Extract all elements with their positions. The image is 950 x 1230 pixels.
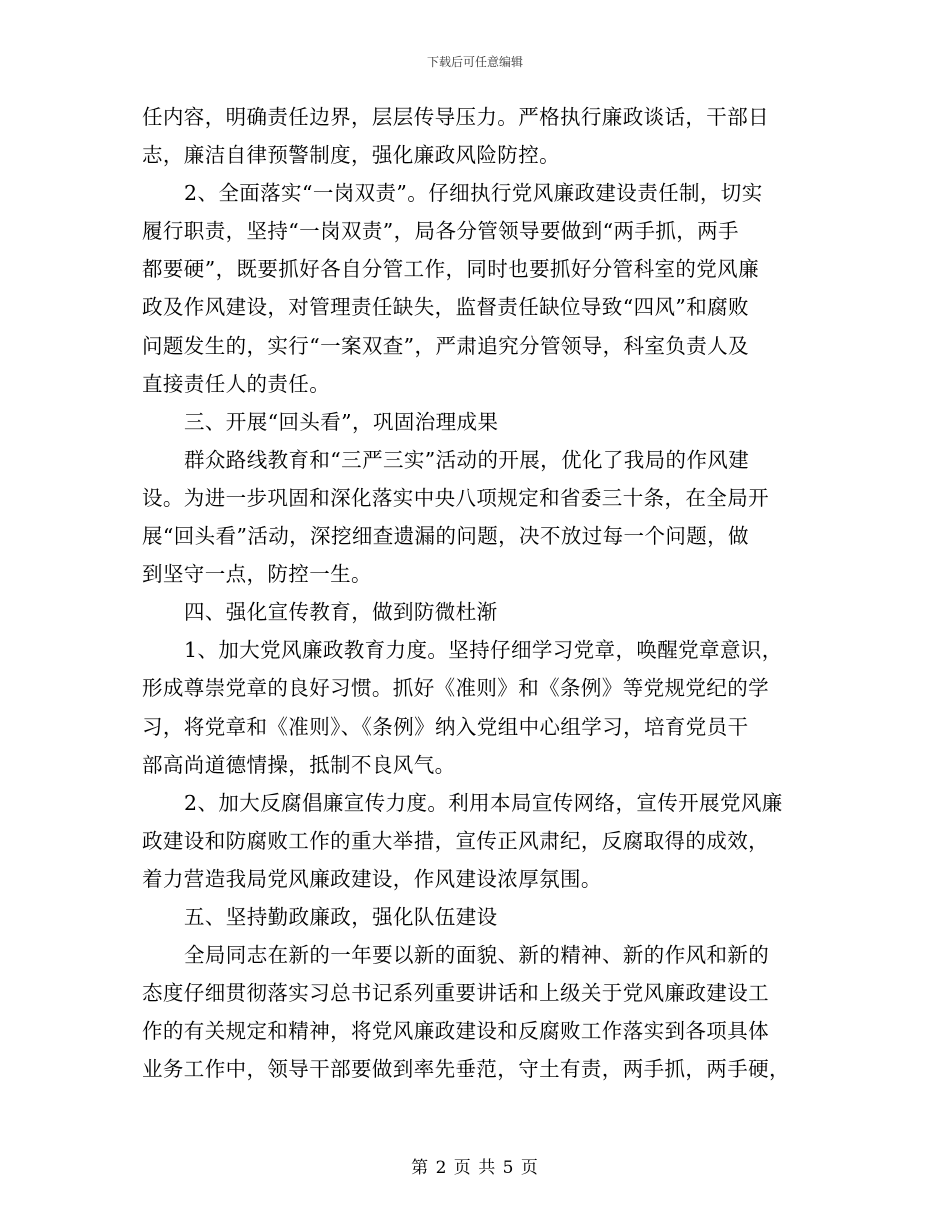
- text-line: 全局同志在新的一年要以新的面貌、新的精神、新的作风和新的: [184, 943, 770, 968]
- text-line: 部高尚道德情操，抵制不良风气。: [142, 752, 456, 777]
- section-heading: 四、强化宣传教育，做到防微杜渐: [184, 600, 498, 625]
- text-line: 展“回头看”活动，深挖细查遗漏的问题，决不放过每一个问题，做: [142, 524, 749, 549]
- text-line: 设。为进一步巩固和深化落实中央八项规定和省委三十条，在全局开: [142, 485, 769, 510]
- text-line: 着力营造我局党风廉政建设，作风建设浓厚氛围。: [142, 866, 602, 891]
- text-line: 1、加大党风廉政教育力度。坚持仔细学习党章，唤醒党章意识，: [184, 638, 783, 663]
- text-line: 政建设和防腐败工作的重大举措，宣传正风肃纪，反腐取得的成效，: [142, 828, 769, 853]
- text-line: 态度仔细贯彻落实习总书记系列重要讲话和上级关于党风廉政建设工: [142, 981, 769, 1006]
- text-line: 问题发生的，实行“一案双查”，严肃追究分管领导，科室负责人及: [142, 333, 749, 358]
- text-line: 履行职责，坚持“一岗双责”，局各分管领导要做到“两手抓，两手: [142, 219, 739, 244]
- page-header: 下载后可任意编辑: [426, 55, 523, 69]
- document-body: [142, 98, 812, 1088]
- text-line: 都要硬”，既要抓好各自分管工作，同时也要抓好分管科室的党风廉: [142, 257, 759, 282]
- text-line: 任内容，明确责任边界，层层传导压力。严格执行廉政谈话，干部日: [142, 105, 769, 129]
- text-line: 直接责任人的责任。: [142, 371, 331, 396]
- text-line: 2、加大反腐倡廉宣传力度。利用本局宣传网络，宣传开展党风廉: [184, 790, 783, 815]
- section-heading: 五、坚持勤政廉政，强化队伍建设: [184, 904, 498, 929]
- text-line: 习，将党章和《准则》、《条例》纳入党组中心组学习，培育党员干: [142, 714, 749, 739]
- section-heading: 三、开展“回头看”，巩固治理成果: [184, 409, 499, 434]
- text-line: 形成尊崇党章的良好习惯。抓好《准则》和《条例》等党规党纪的学: [142, 676, 769, 701]
- text-line: 志，廉洁自律预警制度，强化廉政风险防控。: [142, 143, 560, 168]
- text-line: 作的有关规定和精神，将党风廉政建设和反腐败工作落实到各项具体: [142, 1019, 769, 1044]
- page-number: 第 2 页 共 5 页: [411, 1158, 539, 1178]
- text-line: 2、全面落实“一岗双责”。仔细执行党风廉政建设责任制，切实: [184, 181, 763, 206]
- text-line: 群众路线教育和“三严三实”活动的开展，优化了我局的作风建: [184, 447, 750, 472]
- text-line: 业务工作中，领导干部要做到率先垂范，守土有责，两手抓，两手硬，: [142, 1057, 790, 1082]
- text-line: 到坚守一点，防控一生。: [142, 562, 372, 587]
- text-line: 政及作风建设，对管理责任缺失，监督责任缺位导致“四风”和腐败: [142, 295, 749, 320]
